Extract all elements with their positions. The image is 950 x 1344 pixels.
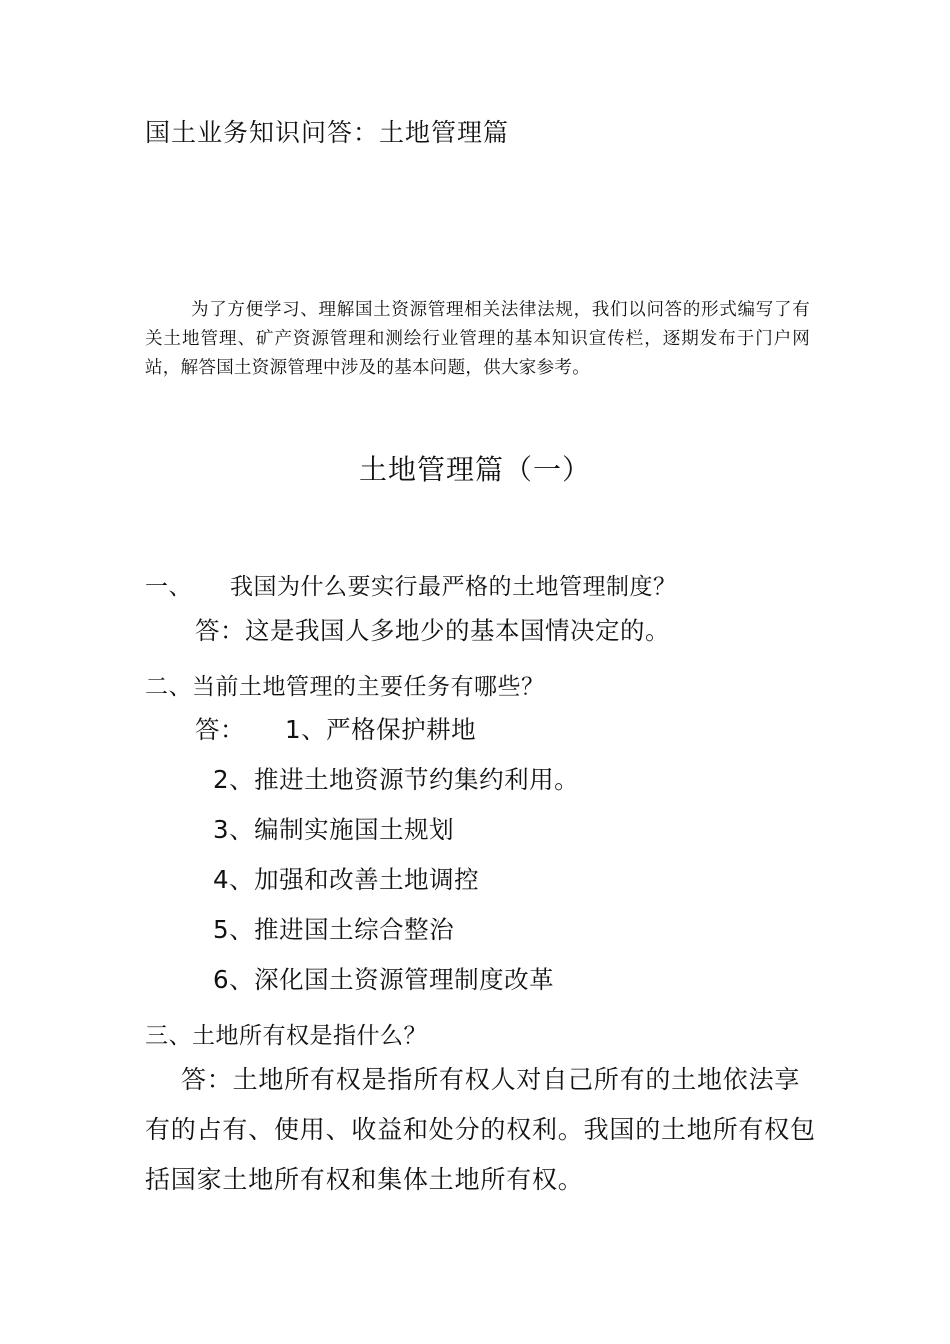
answer-2-item-2: 2、推进土地资源节约集约利用。 xyxy=(213,765,580,794)
answer-2-item-6: 6、深化国土资源管理制度改革 xyxy=(213,965,555,994)
answer-2-item-3: 3、编制实施国土规划 xyxy=(213,815,455,844)
section-title: 土地管理篇（一） xyxy=(358,453,591,486)
question-1: 我国为什么要实行最严格的土地管理制度？ xyxy=(230,574,677,600)
document-title: 国土业务知识问答：土地管理篇 xyxy=(145,118,510,147)
intro-paragraph: 为了方便学习、理解国土资源管理相关法律法规，我们以问答的形式编写了有关土地管理、矿产资源管理和测绘行业管理的基本知识宣传栏，逐期发布于门户网站，解答国土资源管理中涉及的基本问题，供大家参考。 xyxy=(145,300,810,378)
answer-2-item-5: 5、推进国土综合整治 xyxy=(213,915,455,944)
answer-2-item-1: 1、严格保护耕地 xyxy=(285,715,477,744)
answer-3: 答：土地所有权是指所有权人对自己所有的土地依法享有的占有、使用、收益和处分的权利。我国的土地所有权包括国家土地所有权和集体土地所有权。 xyxy=(145,1065,816,1194)
question-2: 二、当前土地管理的主要任务有哪些？ xyxy=(145,674,545,700)
answer-2-prefix: 答： xyxy=(195,715,245,744)
question-3: 三、土地所有权是指什么？ xyxy=(145,1023,427,1049)
answer-1: 答：这是我国人多地少的基本国情决定的。 xyxy=(195,616,670,645)
answer-2-item-4: 4、加强和改善土地调控 xyxy=(213,865,480,894)
question-1-number: 一、 xyxy=(145,574,192,600)
